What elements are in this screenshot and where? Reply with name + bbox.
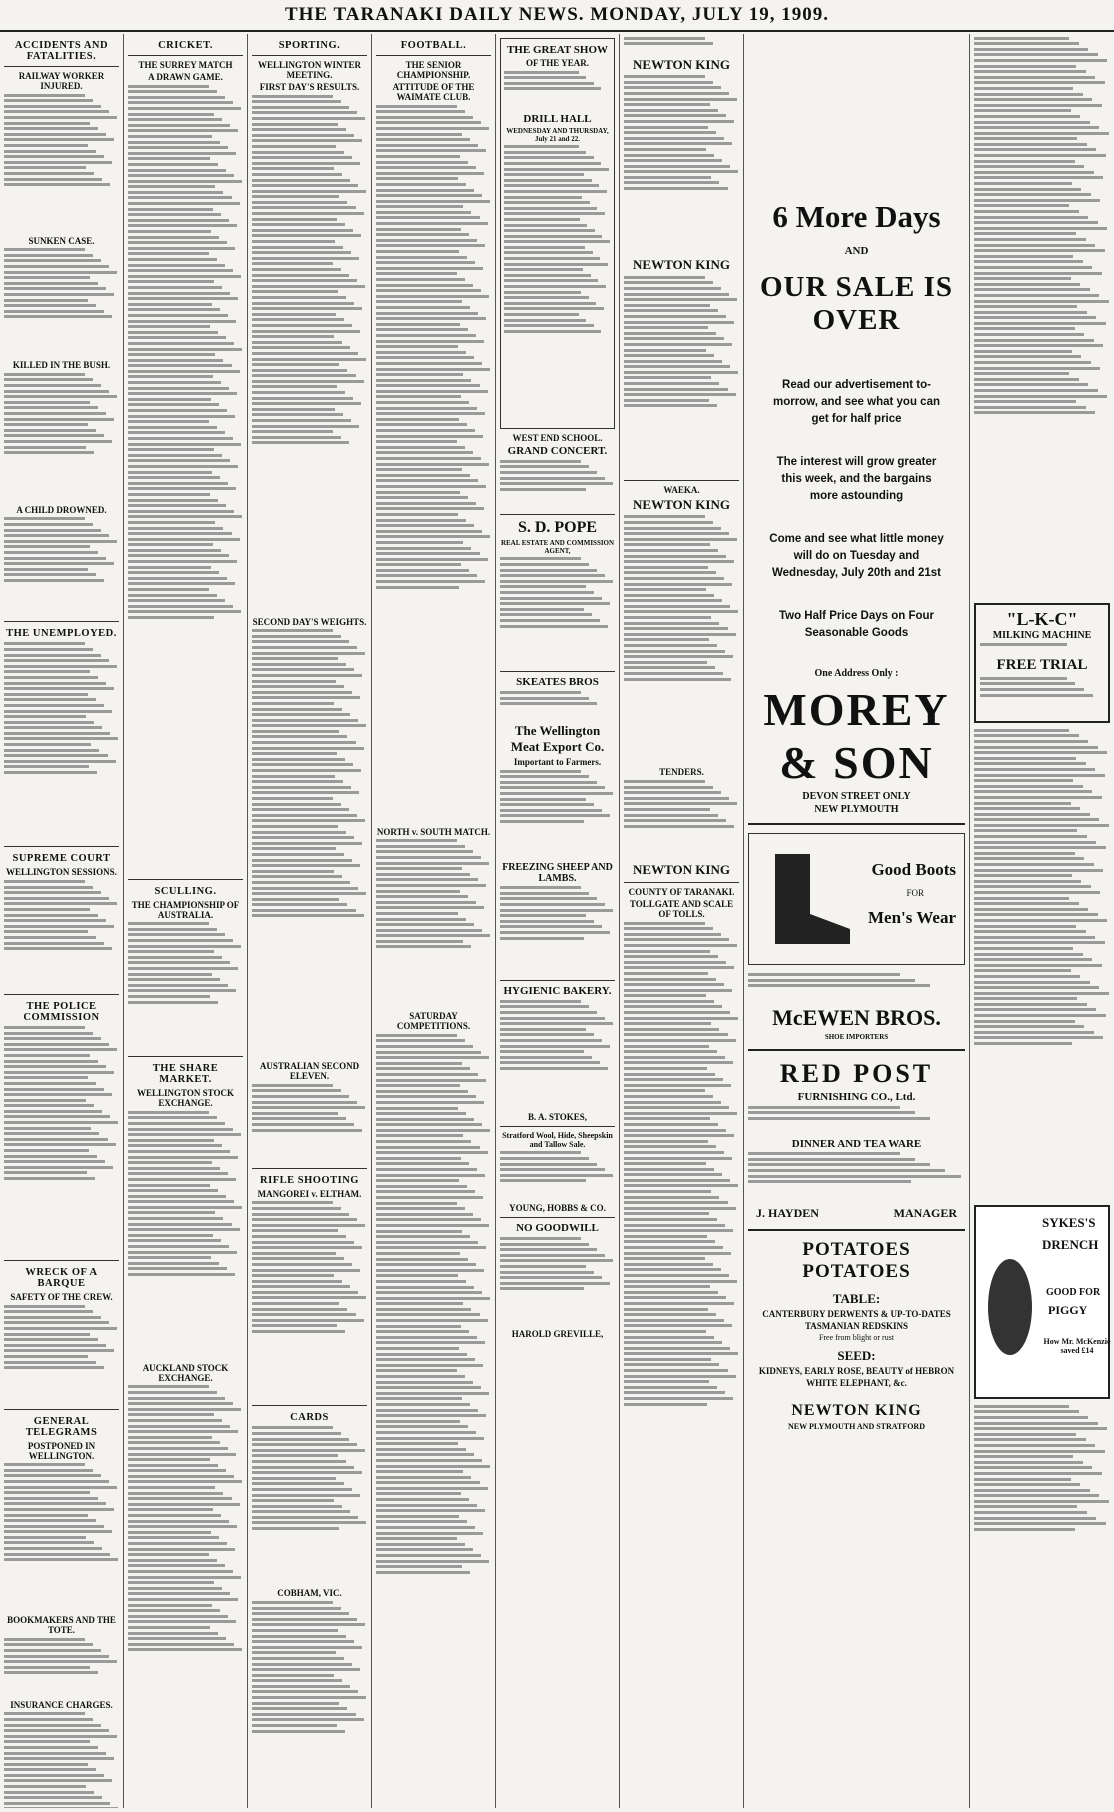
text-block: [128, 85, 243, 875]
mcewen-bros: McEWEN BROS.: [772, 1005, 941, 1030]
advertiser: S. D. POPE: [517, 518, 598, 536]
text-block: [748, 973, 965, 1003]
text-block: [624, 515, 739, 765]
auctioneer: NEWTON KING: [633, 257, 730, 273]
heading: THE SHARE MARKET.: [152, 1063, 219, 1086]
text-block: [500, 1237, 615, 1327]
text-block: [624, 37, 739, 55]
text-block: [500, 770, 615, 860]
text-block: [4, 248, 119, 358]
auctioneer: NEWTON KING: [633, 861, 730, 877]
text-block: [980, 677, 1104, 717]
subheading: A DRAWN GAME.: [148, 72, 223, 82]
subheading: POSTPONED IN WELLINGTON.: [27, 1440, 96, 1461]
show-advert: THE GREAT SHOW OF THE YEAR. DRILL HALL WEDNESDAY AND THURSDAY, July 21 and 22.: [500, 38, 615, 429]
text-block: [252, 1426, 367, 1586]
text-block: [252, 1201, 367, 1401]
red-post: RED POST: [779, 1059, 934, 1088]
text-block: [4, 94, 119, 234]
subheading: THE CHAMPIONSHIP OF AUSTRALIA.: [131, 899, 240, 920]
text-block: [974, 1405, 1110, 1595]
text-block: [980, 643, 1104, 657]
text-block: [500, 1000, 615, 1110]
text-block: [500, 691, 615, 721]
subheading: SECOND DAY'S WEIGHTS.: [252, 616, 367, 627]
text-block: [376, 105, 491, 825]
column-7: 6 More Days AND OUR SALE IS OVER Read our advertisement to-morrow, and see what you can get for half price The interest will grow greater this week, and the bargains more astounding Come and see what little money will do on Tuesday and Wednesday, July 20th and 21st Two Half Price Days on Four Seasonable Goods One Address Only : MOREY & SON DEVON STREET ONLY NEW PLYMOUTH Good Boots FOR Men's Wear McEWEN BROS. SHOE IMPORTERS RED POST FURNISHING CO., Ltd. DINNER AND TEA WARE J. HAYDEN MANAGER POTATOES POTATOES TABLE: CANTERBURY DERWENTS & UP-TO-DATES TASMANIAN REDSKINS Free from blight or rust SEED: KIDNEYS, EARLY ROSE, BEAUTY of HEBRON WHITE ELEPHANT, &c. NEWTON KING NEW PLYMOUTH AND STRATFORD: [744, 34, 970, 1808]
subheading: WEST END SCHOOL.: [512, 433, 603, 444]
sale-title: 6 More Days: [772, 199, 941, 234]
column-3: [248, 34, 372, 1808]
text-block: [4, 517, 119, 617]
subheading: ATTITUDE OF THE WAIMATE CLUB.: [392, 82, 475, 102]
subheading: THE SENIOR CHAMPIONSHIP.: [396, 60, 471, 80]
text-block: [500, 460, 615, 510]
text-block: [500, 1151, 615, 1201]
heading: FOOTBALL.: [400, 40, 467, 51]
subheading: AUSTRALIAN SECOND ELEVEN.: [259, 1061, 360, 1082]
text-block: [624, 780, 739, 860]
text-block: [4, 1712, 119, 1808]
subheading: WELLINGTON STOCK EXCHANGE.: [137, 1088, 234, 1109]
text-block: [624, 922, 739, 1642]
advertiser: SKEATES BROS: [516, 676, 599, 689]
text-block: [500, 557, 615, 667]
masthead: THE TARANAKI DAILY NEWS. MONDAY, JULY 19, 1909.: [0, 0, 1114, 32]
text-block: [974, 729, 1110, 1199]
heading: SPORTING.: [278, 40, 341, 51]
text-block: [748, 1152, 965, 1202]
column-1: [0, 34, 124, 1808]
boots-advert: Good Boots FOR Men's Wear: [748, 833, 965, 965]
subheading: COBHAM, VIC.: [277, 1588, 342, 1599]
lkc-advert: "L-K-C" MILKING MACHINE FREE TRIAL: [974, 603, 1110, 723]
subheading: INSURANCE CHARGES.: [10, 1699, 113, 1710]
text-block: [128, 1385, 243, 1785]
text-block: [4, 1305, 119, 1405]
pig-icon: [980, 1247, 1040, 1367]
subheading: AUCKLAND STOCK EXCHANGE.: [142, 1362, 229, 1383]
subheading: NORTH v. SOUTH MATCH.: [376, 826, 491, 837]
subheading: THE SURREY MATCH: [138, 60, 233, 70]
boot-icon: [755, 844, 855, 954]
text-block: [376, 1034, 491, 1808]
heading: SCULLING.: [154, 885, 217, 897]
heading: THE POLICE COMMISSION: [23, 1000, 100, 1023]
text-block: [376, 839, 491, 1009]
text-block: [4, 1463, 119, 1613]
text-block: [4, 1026, 119, 1256]
text-block: [4, 642, 119, 842]
auctioneer: NEWTON KING: [633, 56, 730, 72]
subheading: A CHILD DROWNED.: [16, 504, 107, 515]
subheading: SAFETY OF THE CREW.: [10, 1291, 113, 1302]
text-block: [500, 886, 615, 976]
sykes-drench-advert: SYKES'S DRENCH GOOD FOR PIGGY How Mr. McKenzie saved £14: [974, 1205, 1110, 1399]
subheading: MANGOREI v. ELTHAM.: [257, 1188, 362, 1199]
subheading: GRAND CONCERT.: [507, 445, 608, 458]
heading: THE UNEMPLOYED.: [6, 628, 117, 640]
text-block: [252, 1084, 367, 1164]
text-block: [624, 276, 739, 476]
auctioneer: NEWTON KING: [633, 496, 730, 512]
advertiser: The Wellington Meat Export Co.: [510, 722, 605, 754]
text-block: [252, 1601, 367, 1801]
potatoes: POTATOES POTATOES: [802, 1239, 911, 1283]
morey-and-son: MOREY & SON: [763, 684, 950, 788]
subheading: RAILWAY WORKER INJURED.: [18, 71, 105, 91]
text-block: [624, 75, 739, 255]
column-8: [970, 34, 1114, 1808]
column-4: [372, 34, 496, 1808]
subheading: BOOKMAKERS AND THE TOTE.: [7, 1615, 116, 1636]
text-block: [4, 880, 119, 990]
heading: GENERAL TELEGRAMS: [25, 1415, 98, 1438]
text-block: [748, 1106, 965, 1136]
text-block: [4, 373, 119, 503]
hayden: J. HAYDEN: [756, 1206, 819, 1221]
text-block: [974, 37, 1110, 597]
text-block: [504, 145, 611, 425]
subheading: WELLINGTON SESSIONS.: [6, 867, 117, 878]
column-6: NEWTON KING NEWTON KING WAEKA. NEWTON KING TENDERS. NEWTON KING COUNTY OF TARANAKI. TOLLGATE AND SCALE OF TOLLS.: [620, 34, 744, 1808]
heading: CARDS: [290, 1412, 329, 1424]
sale-over: OUR SALE IS OVER: [759, 271, 954, 336]
subheading: FIRST DAY'S RESULTS.: [259, 82, 360, 92]
subheading: SUNKEN CASE.: [28, 235, 95, 246]
newton-king: NEWTON KING: [791, 1402, 922, 1420]
text-block: [252, 95, 367, 615]
heading: WRECK OF A BARQUE: [25, 1266, 98, 1289]
heading: SUPREME COURT: [12, 853, 111, 865]
subheading: WELLINGTON WINTER MEETING.: [258, 60, 361, 80]
heading: ACCIDENTS AND FATALITIES.: [14, 40, 109, 62]
text-block: [252, 629, 367, 1059]
subheading: KILLED IN THE BUSH.: [12, 360, 111, 371]
text-block: [4, 1638, 119, 1698]
subheading: SATURDAY COMPETITIONS.: [396, 1011, 471, 1032]
text-block: [504, 71, 611, 111]
text-block: [128, 922, 243, 1052]
text-block: [128, 1111, 243, 1361]
column-2: [124, 34, 248, 1808]
heading: RIFLE SHOOTING: [260, 1174, 359, 1186]
heading: CRICKET.: [158, 40, 213, 51]
column-5: THE GREAT SHOW OF THE YEAR. DRILL HALL WEDNESDAY AND THURSDAY, July 21 and 22. WEST END SCHOOL. GRAND CONCERT. S. D. POPE REAL ESTATE AND COMMISSION AGENT, SKEATES BROS The Wellington Meat Export Co. Important to Farmers. FREEZING SHEEP AND LAMBS. HYGIENIC BAKERY. B. A. STOKES, Stratford Wool, Hide, Sheepskin and Tallow Sale. YOUNG, HOBBS & CO. NO GOODWILL HAROLD GREVILLE,: [496, 34, 620, 1808]
